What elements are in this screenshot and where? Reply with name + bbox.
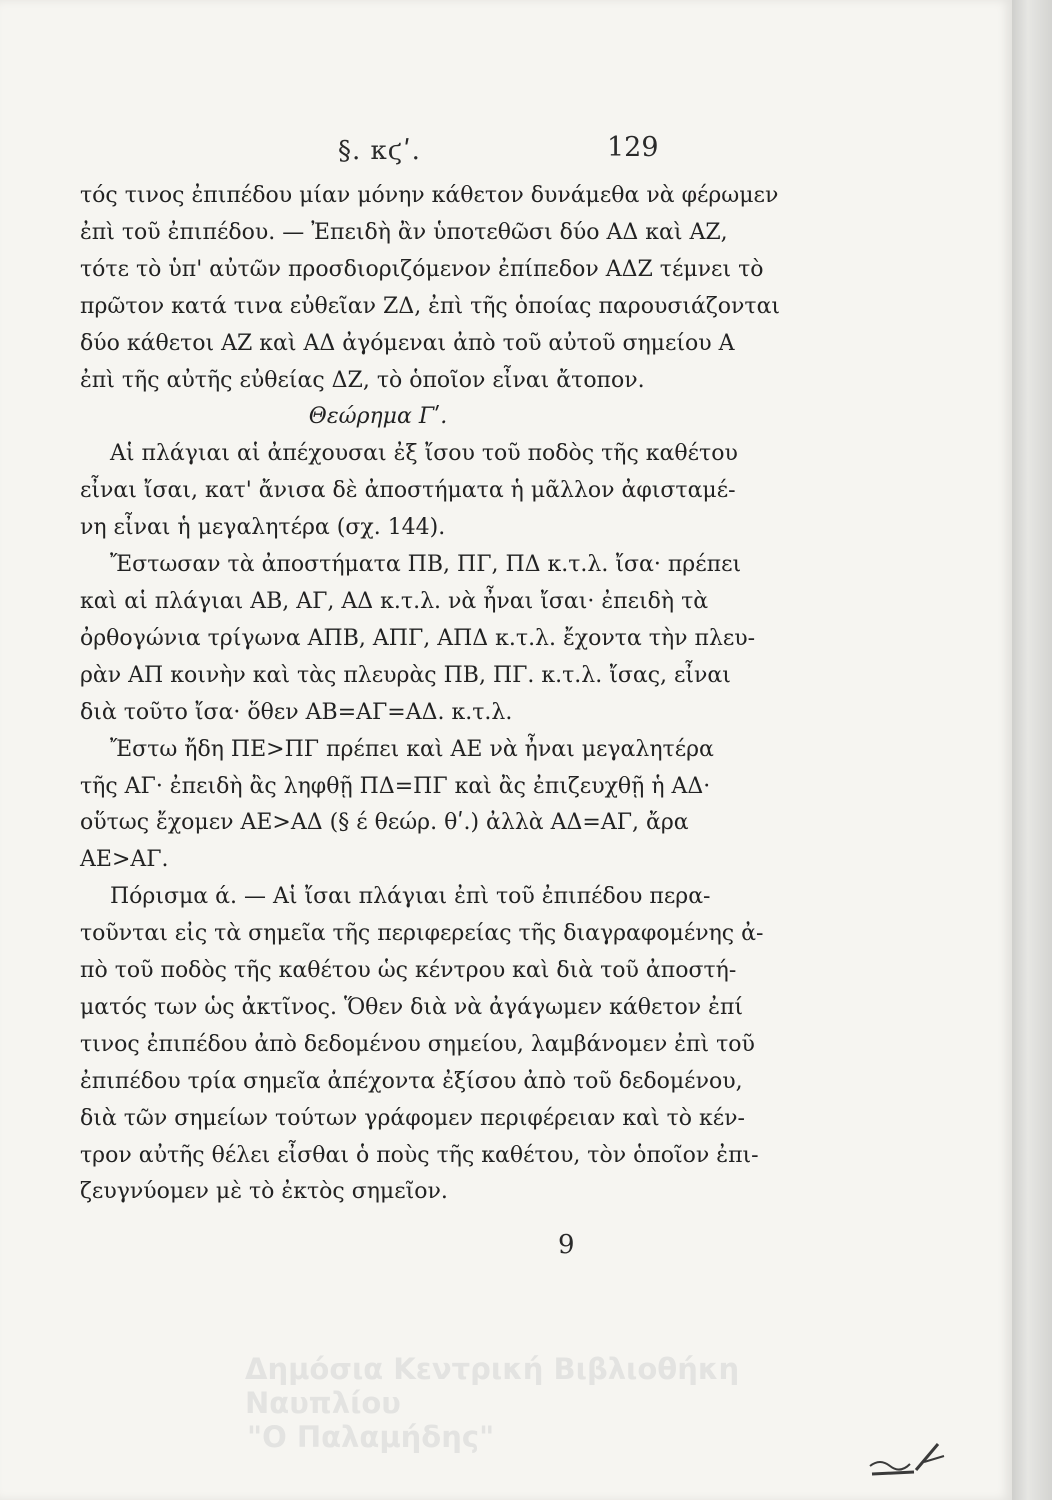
text-line: ἐπὶ τῆς αὐτῆς εὐθείας ΔΖ, τὸ ὁποῖον εἶναι ἄτοπον. (80, 367, 645, 393)
text-line: καὶ αἱ πλάγιαι ΑΒ, ΑΓ, ΑΔ κ.τ.λ. νὰ ἦναι ἴσαι· ἐπειδὴ τὰ (80, 588, 709, 614)
text-line: ζευγνύομεν μὲ τὸ ἐκτὸς σημεῖον. (80, 1179, 448, 1205)
page-edge (1012, 0, 1052, 1500)
text-line: εἶναι ἴσαι, κατ' ἄνισα δὲ ἀποστήματα ἡ μᾶλλον ἀφισταμέ- (80, 478, 736, 504)
text-line: νη εἶναι ἡ μεγαλητέρα (σχ. 144). (80, 515, 446, 541)
text-line: ρὰν ΑΠ κοινὴν καὶ τὰς πλευρὰς ΠΒ, ΠΓ. κ.τ.λ. ἴσας, εἶναι (80, 662, 731, 688)
watermark-line: "Ο Παλαμήδης" (247, 1420, 495, 1454)
text-line: Ἔστω ἤδη ΠΕ>ΠΓ πρέπει καὶ ΑΕ νὰ ἦναι μεγαλητέρα (110, 736, 714, 762)
text-line: ἐπὶ τοῦ ἐπιπέδου. — Ἐπειδὴ ἂν ὑποτεθῶσι δύο ΑΔ καὶ ΑΖ, (80, 219, 728, 245)
text-line: ματός των ὡς ἀκτῖνος. Ὅθεν διὰ νὰ ἀγάγωμεν κάθετον ἐπί (80, 994, 744, 1020)
page-header (80, 128, 680, 168)
ink-mark-icon (866, 1436, 950, 1480)
page-number: 129 (607, 132, 659, 163)
theorem-heading: Θεώρημα Γʹ. (308, 404, 448, 430)
corollary-line: Πόρισμα ά. — Αἱ ἴσαι πλάγιαι ἐπὶ τοῦ ἐπιπέδου περα- (110, 884, 711, 910)
text-line: ἐπιπέδου τρία σημεῖα ἀπέχοντα ἐξίσου ἀπὸ τοῦ δεδομένου, (80, 1068, 743, 1094)
text-line: πὸ τοῦ ποδὸς τῆς καθέτου ὡς κέντρου καὶ διὰ τοῦ ἀποστή- (80, 958, 737, 984)
text-line: ΑΕ>ΑΓ. (80, 847, 169, 873)
text-line: διὰ τοῦτο ἴσα· ὅθεν ΑΒ=ΑΓ=ΑΔ. κ.τ.λ. (80, 699, 513, 725)
section-mark: §. κϛʹ. (338, 136, 421, 166)
body-text (80, 178, 781, 1211)
text-line: τότε τὸ ὑπ' αὐτῶν προσδιοριζόμενον ἐπίπεδον ΑΔΖ τέμνει τὸ (80, 256, 764, 282)
text-line: πρῶτον κατά τινα εὐθεῖαν ΖΔ, ἐπὶ τῆς ὁποίας παρουσιάζονται (80, 293, 781, 319)
text-line: τρον αὐτῆς θέλει εἶσθαι ὁ ποὺς τῆς καθέτου, τὸν ὁποῖον ἐπι- (80, 1142, 759, 1168)
text-line: τοῦνται εἰς τὰ σημεῖα τῆς περιφερείας τῆς διαγραφομένης ἀ- (80, 921, 764, 947)
signature-folio: 9 (558, 1230, 575, 1260)
text-line: διὰ τῶν σημείων τούτων γράφομεν περιφέρειαν καὶ τὸ κέν- (80, 1105, 745, 1131)
text-line: τός τινος ἐπιπέδου μίαν μόνην κάθετον δυνάμεθα νὰ φέρωμεν (80, 183, 779, 208)
text-line: δύο κάθετοι ΑΖ καὶ ΑΔ ἀγόμεναι ἀπὸ τοῦ αὐτοῦ σημείου Α (80, 330, 735, 356)
text-line: Ἔστωσαν τὰ ἀποστήματα ΠΒ, ΠΓ, ΠΔ κ.τ.λ. ἴσα· πρέπει (110, 552, 742, 578)
text-line: ὀρθογώνια τρίγωνα ΑΠΒ, ΑΠΓ, ΑΠΔ κ.τ.λ. ἔχοντα τὴν πλευ- (80, 625, 756, 651)
text-line: τινος ἐπιπέδου ἀπὸ δεδομένου σημείου, λαμβάνομεν ἐπὶ τοῦ (80, 1031, 755, 1057)
text-line: οὕτως ἔχομεν ΑΕ>ΑΔ (§ έ θεώρ. θʹ.) ἀλλὰ ΑΔ=ΑΓ, ἄρα (80, 810, 689, 836)
text-line: τῆς ΑΓ· ἐπειδὴ ἂς ληφθῇ ΠΔ=ΠΓ καὶ ἂς ἐπιζευχθῇ ἡ ΑΔ· (80, 773, 711, 799)
watermark-line: Δημόσια Κεντρική Βιβλιοθήκη Ναυπλίου (245, 1352, 740, 1420)
library-watermark (245, 1352, 765, 1454)
text-line: Αἱ πλάγιαι αἱ ἀπέχουσαι ἐξ ἴσου τοῦ ποδὸς τῆς καθέτου (110, 441, 738, 467)
